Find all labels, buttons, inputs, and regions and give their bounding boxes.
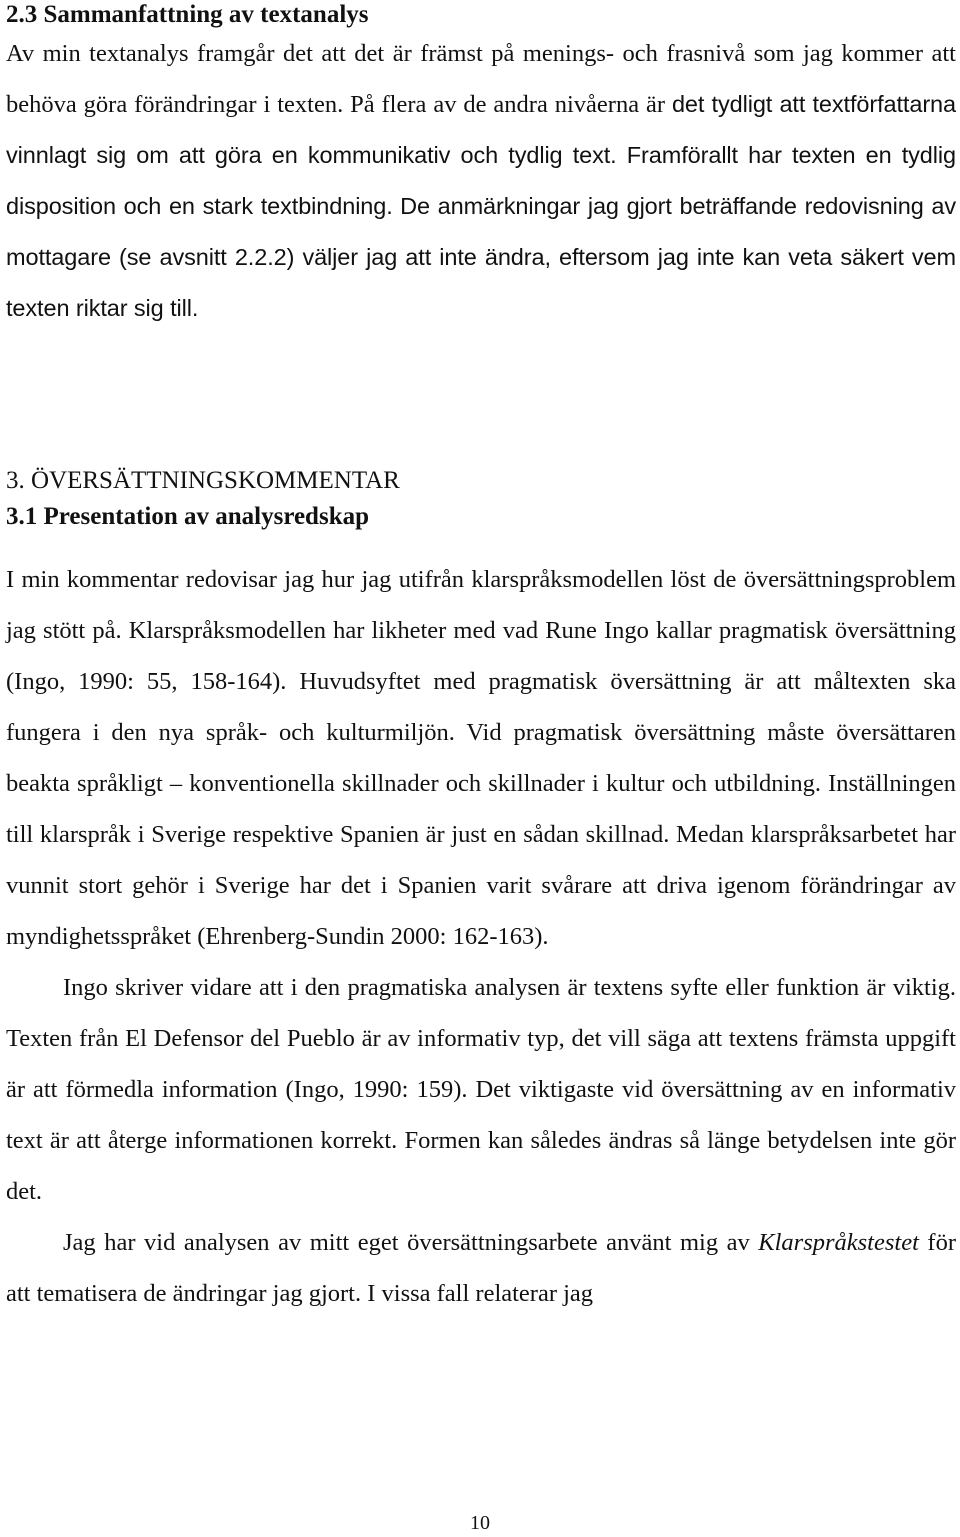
section-2-3-body (6, 28, 956, 334)
section-heading-3-1: 3.1 Presentation av analysredskap (6, 503, 370, 530)
paragraph-text-sans-remarks: De anmärkningar jag gjort beträffande redovisning av mottagare (se avsnitt 2.2.2) väljer jag att inte ändra, eftersom jag inte kan veta säkert vem texten riktar sig till. (6, 193, 957, 321)
paragraph (6, 1217, 956, 1319)
section-3-1-body (6, 554, 956, 1319)
paragraph-text-sans: det tydligt att textförfattarna vinnlagt sig om att göra en kommunikativ och tydlig text. Framförallt har texten en tydlig disposition och en stark textbindning. (6, 91, 957, 219)
paragraph-text: för att tematisera de ändringar jag gjort. I vissa fall relaterar jag (6, 1229, 956, 1307)
paragraph: Ingo skriver vidare att i den pragmatiska analysen är textens syfte eller funktion är viktig. Texten från El Defensor del Pueblo är av informativ typ, det vill säga att textens främsta uppgift är att förmedla information (Ingo, 1990: 159). Det viktigaste vid översättning av en informativ text är att återge informationen korrekt. Formen kan således ändras så länge betydelsen inte gör det. (6, 974, 956, 1205)
italic-term: Klarspråkstestet (758, 1229, 919, 1256)
chapter-heading-3: 3. ÖVERSÄTTNINGSKOMMENTAR (6, 467, 400, 494)
section-heading-2-3: 2.3 Sammanfattning av textanalys (6, 1, 369, 28)
paragraph-text: Jag har vid analysen av mitt eget översättningsarbete använt mig av (63, 1229, 759, 1256)
paragraph: I min kommentar redovisar jag hur jag utifrån klarspråksmodellen löst de översättningsproblem jag stött på. Klarspråksmodellen har likheter med vad Rune Ingo kallar pragmatisk översättning (Ingo, 1990: 55, 158-164). Huvudsyftet med pragmatisk översättning är att måltexten ska fungera i den nya språk- och kulturmiljön. Vid pragmatisk översättning måste översättaren beakta språkligt – konventionella skillnader och skillnader i kultur och utbildning. Inställningen till klarspråk i Sverige respektive Spanien är just en sådan skillnad. Medan klarspråksarbetet har vunnit stort gehör i Sverige har det i Spanien varit svårare att driva igenom förändringar av myndighetsspråket (Ehrenberg-Sundin 2000: 162-163). (6, 566, 956, 950)
page-number: 10 (470, 1512, 490, 1534)
paragraph (6, 28, 956, 334)
paragraph-text-serif: Av min textanalys framgår det att det är främst på menings- och frasnivå som jag kommer att behöva göra förändringar i texten. På flera av de andra nivåerna är (6, 40, 956, 118)
